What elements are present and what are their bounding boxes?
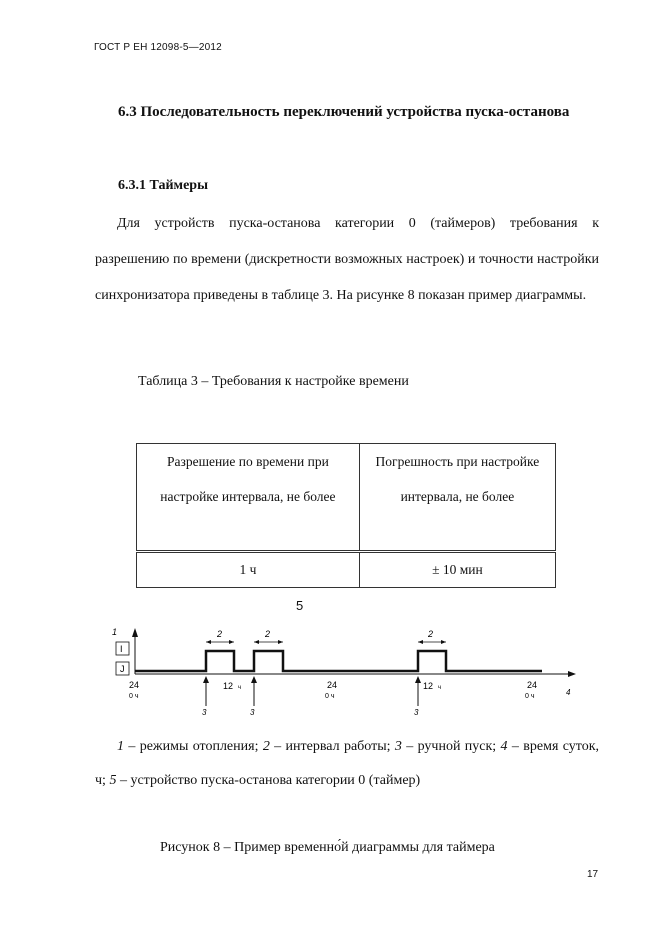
legend-num: 1 (117, 739, 124, 754)
interval-label: 2 (265, 629, 271, 639)
interval-arrow-left (206, 640, 211, 644)
legend-num: 3 (394, 739, 402, 754)
legend-text: – устройство пуска-останова категории 0 (таймер) (116, 773, 421, 788)
time-axis-arrow (568, 671, 576, 677)
tick-unit: 0 ч (325, 693, 335, 700)
subsection-heading: 6.3.1 Таймеры (118, 178, 209, 193)
mode-off-label: J (120, 664, 125, 674)
label-modes: 1 (112, 627, 118, 637)
vertical-axis-arrow (132, 628, 138, 637)
table-cell: 1 ч (137, 552, 360, 588)
manual-start-arrowhead (251, 676, 257, 683)
interval-arrow-right (441, 640, 446, 644)
tick-hour: 12 (423, 681, 434, 691)
page-number: 17 (587, 869, 599, 880)
timing-diagram (108, 620, 588, 720)
table-caption: Таблица 3 – Требования к настройке времени (138, 374, 409, 389)
document-header: ГОСТ Р ЕН 12098-5—2012 (94, 42, 222, 53)
tick-unit: 0 ч (129, 693, 139, 700)
table-header-cell: Разрешение по времени при настройке интервала, не более (137, 444, 360, 552)
tick-hour: 24 (327, 680, 338, 690)
heating-signal (135, 651, 542, 671)
legend-text: – интервал работы; (269, 739, 395, 754)
tick-hour: 12 (223, 681, 234, 691)
tick-unit: ч (438, 685, 442, 691)
manual-start-arrowhead (203, 676, 209, 683)
table-row (137, 552, 556, 588)
interval-arrow-left (418, 640, 423, 644)
legend-num: 2 (262, 739, 270, 754)
interval-label: 2 (217, 629, 223, 639)
manual-start-label: 3 (250, 708, 255, 717)
legend-text: – ручной пуск; (401, 739, 501, 754)
interval-label: 2 (428, 629, 434, 639)
tick-hour: 24 (129, 680, 140, 690)
interval-arrow-right (278, 640, 283, 644)
mode-on-label: I (120, 644, 123, 654)
figure-legend (95, 730, 599, 798)
figure-callout-device: 5 (296, 598, 304, 613)
manual-start-arrowhead (415, 676, 421, 683)
interval-arrow-left (254, 640, 259, 644)
table-header-row (137, 444, 556, 552)
body-paragraph: Для устройств пуска-останова категории 0 (таймеров) требования к разрешению по времени (дискретности возможных настроек) и точности настройки синхронизатора приведены в таблице 3. На рисунке 8 показан пример диаграммы. (95, 216, 599, 303)
legend-num: 5 (109, 773, 117, 788)
legend-text: – время суток, ч; (95, 739, 599, 788)
tick-unit: ч (238, 685, 242, 691)
legend-text: – режимы отопления; (124, 739, 263, 754)
manual-start-label: 3 (414, 708, 419, 717)
legend-num: 4 (500, 739, 508, 754)
tick-unit: 0 ч (525, 693, 535, 700)
table-cell: ± 10 мин (359, 552, 555, 588)
requirements-table (136, 443, 556, 588)
time-axis-label: 4 (566, 688, 571, 697)
section-heading: 6.3 Последовательность переключений устройства пуска-останова (118, 104, 570, 120)
tick-hour: 24 (527, 680, 538, 690)
manual-start-label: 3 (202, 708, 207, 717)
table-header-cell: Погрешность при настройке интервала, не более (359, 444, 555, 552)
figure-caption: Рисунок 8 – Пример временно́й диаграммы для таймера (160, 840, 495, 855)
interval-arrow-right (229, 640, 234, 644)
